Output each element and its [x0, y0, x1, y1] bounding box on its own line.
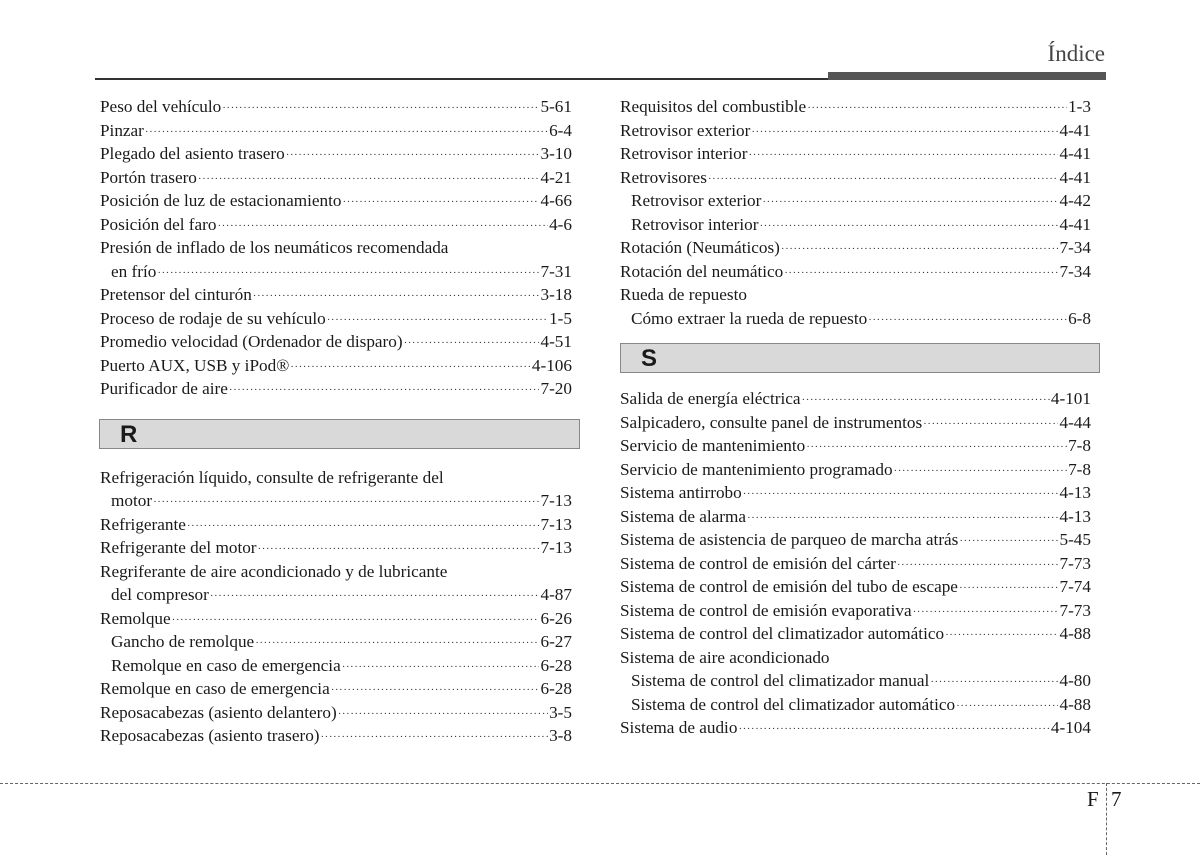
entry-term: Sistema de control del climatizador manual — [631, 671, 930, 690]
index-entry[interactable] — [620, 213, 1091, 237]
index-column-right — [620, 95, 1091, 740]
dot-leader — [331, 679, 540, 703]
index-entry[interactable] — [100, 166, 572, 190]
entry-page: 4-13 — [1059, 506, 1091, 526]
dot-leader — [217, 215, 548, 239]
entry-term: Refrigerante — [100, 514, 186, 534]
entry-page: 4-41 — [1059, 214, 1091, 234]
index-entry[interactable] — [620, 528, 1091, 552]
entry-page: 4-88 — [1059, 624, 1091, 643]
entry-term: Sistema de audio — [620, 718, 738, 737]
index-entry[interactable] — [620, 260, 1091, 284]
index-entry[interactable] — [100, 583, 572, 607]
index-entry-heading — [100, 466, 572, 490]
dot-leader — [945, 624, 1058, 648]
entry-term: Refrigerante del motor — [100, 538, 257, 557]
header-rule — [95, 78, 828, 80]
dot-leader — [342, 656, 540, 680]
index-entry[interactable] — [620, 95, 1091, 119]
dot-leader — [747, 507, 1058, 531]
entry-term: del compresor — [111, 585, 209, 604]
entry-page: 1-3 — [1068, 97, 1091, 116]
dot-leader — [759, 215, 1058, 239]
entry-page: 7-34 — [1059, 238, 1091, 257]
entry-term: Retrovisor interior — [631, 214, 759, 234]
index-entry-heading — [100, 236, 572, 260]
entry-term: Cómo extraer la rueda de repuesto — [631, 308, 868, 328]
entry-term: Sistema antirrobo — [620, 483, 742, 502]
entry-term: Portón trasero — [100, 167, 197, 187]
dot-leader — [751, 121, 1058, 145]
entry-term: Salida de energía eléctrica — [620, 389, 801, 408]
index-entry[interactable] — [100, 536, 572, 560]
entry-term: Posición del faro — [100, 214, 217, 234]
entry-term: Sistema de alarma — [620, 506, 746, 526]
dot-leader — [172, 609, 540, 633]
entry-term: Servicio de mantenimiento programado — [620, 459, 893, 479]
entry-term: Peso del vehículo — [100, 97, 222, 116]
entry-term: Refrigeración líquido, consulte de refrigerante del — [100, 467, 444, 487]
index-entry[interactable] — [620, 236, 1091, 260]
entry-term: Posición de luz de estacionamiento — [100, 191, 342, 210]
entry-term: Sistema de control de emisión del tubo de escape — [620, 577, 958, 596]
dot-leader — [258, 538, 540, 562]
index-entry[interactable] — [100, 701, 572, 725]
entry-term: Pretensor del cinturón — [100, 285, 252, 304]
index-entry[interactable] — [100, 607, 572, 631]
section-header-r: R — [99, 419, 580, 449]
dot-leader — [153, 491, 539, 515]
dot-leader — [321, 726, 549, 750]
index-entry[interactable] — [620, 669, 1091, 693]
index-entry[interactable] — [100, 119, 572, 143]
entry-page: 7-8 — [1068, 459, 1091, 479]
entry-page: 4-106 — [531, 355, 572, 375]
dot-leader — [327, 309, 548, 333]
index-entry[interactable] — [100, 213, 572, 237]
index-entry[interactable] — [620, 387, 1091, 411]
index-entry[interactable] — [620, 189, 1091, 213]
index-entry-heading — [620, 646, 1091, 670]
index-entry[interactable] — [100, 724, 572, 748]
index-entry[interactable] — [620, 119, 1091, 143]
index-entry[interactable] — [620, 693, 1091, 717]
entry-term: Puerto AUX, USB y iPod® — [100, 355, 290, 375]
index-entry[interactable] — [100, 630, 572, 654]
entry-term: Requisitos del combustible — [620, 97, 807, 116]
entry-page: 4-101 — [1050, 389, 1091, 408]
entry-term: Retrovisores — [620, 167, 707, 187]
entry-term: Sistema de asistencia de parqueo de marcha atrás — [620, 530, 959, 549]
dot-leader — [959, 530, 1058, 554]
dot-leader — [781, 238, 1059, 262]
entry-term: Reposacabezas (asiento trasero) — [100, 726, 320, 745]
entry-term: Sistema de control de emisión evaporativa — [620, 600, 912, 620]
entry-page: 7-13 — [540, 491, 572, 510]
entry-term: Promedio velocidad (Ordenador de disparo) — [100, 332, 403, 351]
entry-page: 6-27 — [540, 632, 572, 651]
entry-page: 5-45 — [1059, 530, 1091, 549]
page-header-title: Índice — [1047, 41, 1105, 66]
entry-term: Remolque — [100, 608, 171, 628]
entry-page: 4-42 — [1059, 191, 1091, 210]
page-section-letter: F — [1087, 787, 1099, 811]
dot-leader — [894, 460, 1068, 484]
entry-page: 4-80 — [1059, 671, 1091, 690]
entry-term: Rotación (Neumáticos) — [620, 238, 780, 257]
entry-term: Rueda de repuesto — [620, 285, 747, 304]
entry-page: 1-5 — [549, 308, 572, 328]
dot-leader — [404, 332, 540, 356]
index-entry[interactable] — [620, 716, 1091, 740]
entry-page: 4-44 — [1059, 412, 1091, 432]
footer-dashed-divider — [1106, 783, 1107, 855]
dot-leader — [708, 168, 1059, 192]
index-entry[interactable] — [100, 330, 572, 354]
entry-term: Pinzar — [100, 120, 144, 140]
entry-page: 7-20 — [540, 379, 572, 398]
footer-dashed-rule — [0, 783, 1200, 784]
entry-page: 4-104 — [1050, 718, 1091, 737]
index-entry-heading — [620, 283, 1091, 307]
entry-term: Rotación del neumático — [620, 261, 784, 281]
dot-leader — [806, 436, 1067, 460]
entry-term: Retrovisor interior — [620, 144, 748, 163]
dot-leader — [343, 191, 540, 215]
entry-term: Retrovisor exterior — [631, 191, 762, 210]
index-entry[interactable] — [100, 377, 572, 401]
dot-leader — [738, 718, 1049, 742]
entry-page: 7-31 — [540, 261, 572, 281]
entry-page: 7-73 — [1059, 600, 1091, 620]
entry-page: 6-26 — [540, 608, 572, 628]
entry-term: motor — [111, 491, 153, 510]
entry-term: Sistema de control del climatizador automático — [620, 624, 945, 643]
index-entry[interactable] — [620, 142, 1091, 166]
dot-leader — [338, 703, 548, 727]
dot-leader — [762, 191, 1058, 215]
index-entry[interactable] — [620, 622, 1091, 646]
entry-term: Reposacabezas (asiento delantero) — [100, 702, 337, 722]
entry-page: 6-28 — [540, 655, 572, 675]
entry-page: 3-8 — [549, 726, 572, 745]
entry-page: 7-13 — [540, 514, 572, 534]
index-entry[interactable] — [100, 283, 572, 307]
index-entry[interactable] — [100, 489, 572, 513]
entry-page: 5-61 — [540, 97, 572, 116]
entry-page: 7-73 — [1059, 553, 1091, 573]
entry-page: 4-6 — [549, 214, 572, 234]
dot-leader — [807, 97, 1067, 121]
entry-term: Purificador de aire — [100, 379, 228, 398]
index-entry[interactable] — [100, 260, 572, 284]
entry-term: Regriferante de aire acondicionado y de lubricante — [100, 561, 448, 581]
entry-page: 4-87 — [540, 585, 572, 604]
index-entry[interactable] — [620, 307, 1091, 331]
dot-leader — [253, 285, 540, 309]
entry-page: 6-8 — [1068, 308, 1091, 328]
index-entry[interactable] — [100, 189, 572, 213]
dot-leader — [286, 144, 540, 168]
index-entry[interactable] — [100, 654, 572, 678]
entry-page: 7-34 — [1059, 261, 1091, 281]
entry-term: Proceso de rodaje de su vehículo — [100, 308, 326, 328]
index-entry[interactable] — [100, 513, 572, 537]
entry-term: Gancho de remolque — [111, 632, 255, 651]
entry-page: 4-51 — [540, 332, 572, 351]
entry-term: Remolque en caso de emergencia — [111, 655, 341, 675]
entry-page: 4-41 — [1059, 144, 1091, 163]
dot-leader — [802, 389, 1050, 413]
index-entry[interactable] — [100, 142, 572, 166]
entry-term: Servicio de mantenimiento — [620, 436, 806, 455]
entry-page: 4-21 — [540, 167, 572, 187]
index-entry[interactable] — [620, 411, 1091, 435]
dot-leader — [743, 483, 1059, 507]
dot-leader — [290, 356, 531, 380]
dot-leader — [229, 379, 540, 403]
index-entry[interactable] — [100, 354, 572, 378]
index-entry[interactable] — [620, 505, 1091, 529]
index-entry[interactable] — [620, 458, 1091, 482]
entry-page: 7-74 — [1059, 577, 1091, 596]
entry-page: 4-41 — [1059, 120, 1091, 140]
dot-leader — [157, 262, 539, 286]
dot-leader — [959, 577, 1059, 601]
dot-leader — [210, 585, 540, 609]
dot-leader — [784, 262, 1058, 286]
header-accent-bar — [828, 72, 1106, 80]
dot-leader — [868, 309, 1067, 333]
index-entry[interactable] — [620, 434, 1091, 458]
index-entry[interactable] — [620, 599, 1091, 623]
entry-term: Presión de inflado de los neumáticos recomendada — [100, 238, 449, 257]
section-header-s: S — [620, 343, 1100, 373]
entry-term: Retrovisor exterior — [620, 120, 751, 140]
dot-leader — [930, 671, 1058, 695]
entry-term: Remolque en caso de emergencia — [100, 679, 330, 698]
index-entry[interactable] — [100, 677, 572, 701]
page-number: 7 — [1111, 787, 1122, 811]
index-column-left — [100, 95, 572, 748]
index-entry[interactable] — [620, 575, 1091, 599]
index-entry[interactable] — [100, 95, 572, 119]
dot-leader — [198, 168, 540, 192]
entry-page: 4-41 — [1059, 167, 1091, 187]
dot-leader — [956, 695, 1058, 719]
entry-page: 6-28 — [540, 679, 572, 698]
entry-page: 3-18 — [540, 285, 572, 304]
entry-term: Salpicadero, consulte panel de instrumentos — [620, 412, 923, 432]
dot-leader — [897, 554, 1059, 578]
dot-leader — [923, 413, 1058, 437]
entry-page: 4-88 — [1059, 694, 1091, 714]
entry-page: 6-4 — [549, 120, 572, 140]
entry-page: 4-13 — [1059, 483, 1091, 502]
entry-term: Plegado del asiento trasero — [100, 144, 285, 163]
entry-page: 4-66 — [540, 191, 572, 210]
entry-term: Sistema de control del climatizador automático — [631, 694, 956, 714]
dot-leader — [913, 601, 1059, 625]
entry-page: 3-10 — [540, 144, 572, 163]
entry-page: 3-5 — [549, 702, 572, 722]
entry-term: Sistema de aire acondicionado — [620, 647, 830, 667]
dot-leader — [222, 97, 539, 121]
entry-page: 7-13 — [540, 538, 572, 557]
index-entry[interactable] — [620, 552, 1091, 576]
entry-term: en frío — [111, 261, 157, 281]
dot-leader — [145, 121, 548, 145]
dot-leader — [255, 632, 539, 656]
index-entry[interactable] — [100, 307, 572, 331]
entry-term: Sistema de control de emisión del cárter — [620, 553, 896, 573]
entry-page: 7-8 — [1068, 436, 1091, 455]
index-entry-heading — [100, 560, 572, 584]
dot-leader — [748, 144, 1058, 168]
dot-leader — [187, 515, 540, 539]
index-entry[interactable] — [620, 166, 1091, 190]
index-entry[interactable] — [620, 481, 1091, 505]
